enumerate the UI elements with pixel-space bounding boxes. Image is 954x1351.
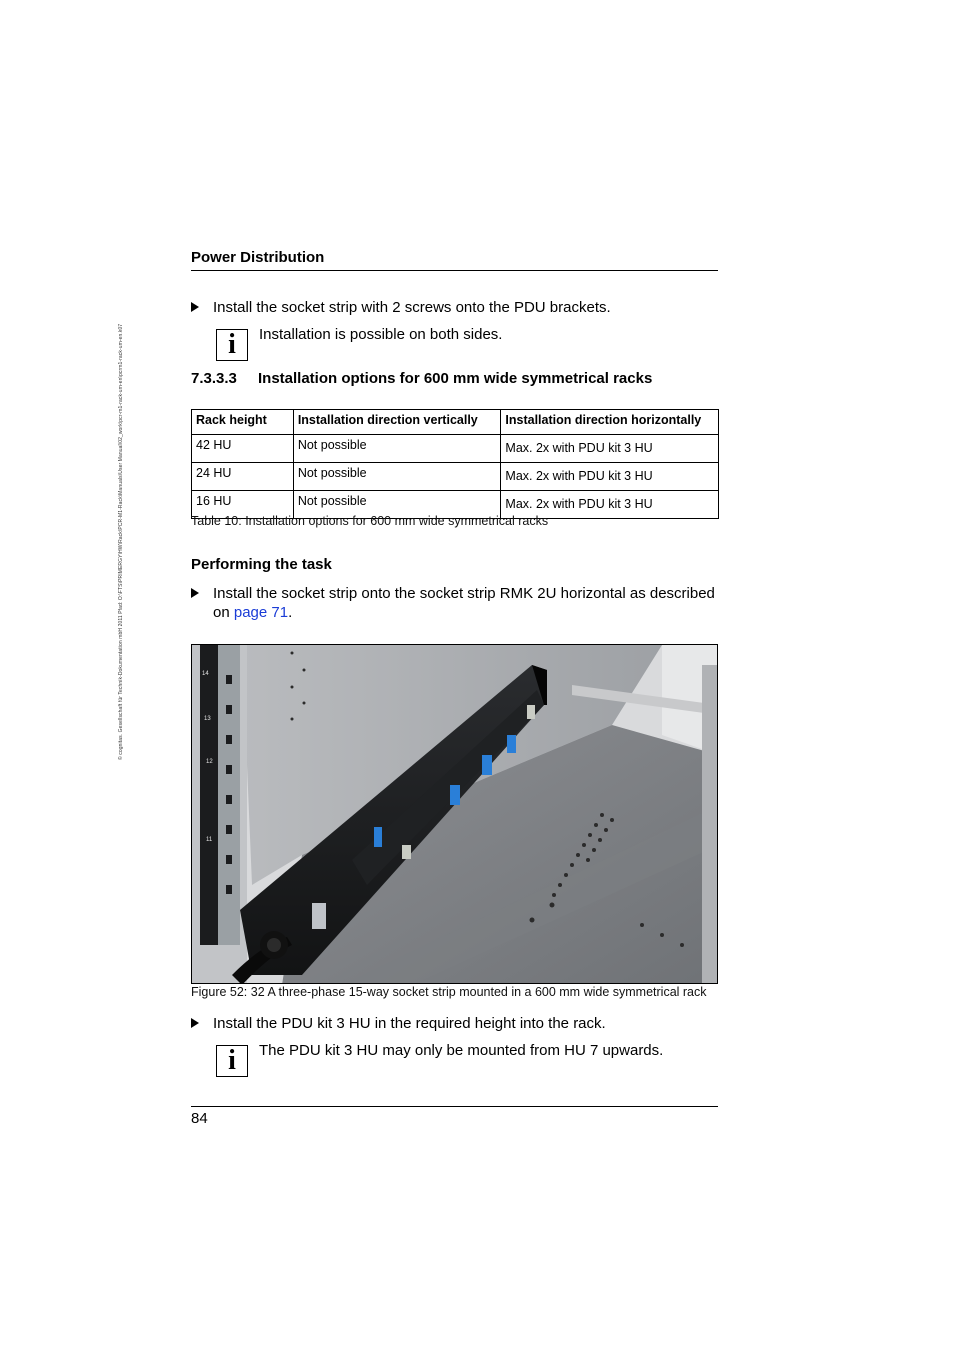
table-cell: 24 HU xyxy=(192,463,294,491)
rack-unit-label: 14 xyxy=(202,671,209,677)
document-path-sidebar: © cognitas. Gesellschaft für Technik-Dokumentation mbH 2011 Pfad: O:\FTS\PRIMERGY\HW\Rack\PCR-M1-Rack\Manuals\User Manual\02_work\pcr-m1-rack-um-en\pcrm1-rack-um-en.k07 xyxy=(118,323,124,760)
step-text: Install the PDU kit 3 HU in the required height into the rack. xyxy=(213,1015,606,1032)
table-cell: Max. 2x with PDU kit 3 HU xyxy=(501,435,719,463)
subheading: Performing the task xyxy=(191,556,332,573)
step-arrow-icon xyxy=(191,302,199,312)
page-number: 84 xyxy=(191,1110,208,1127)
page-link[interactable]: page 71 xyxy=(233,604,289,621)
step-install-horizontal xyxy=(191,584,718,624)
rack-unit-label: 13 xyxy=(204,716,211,722)
step-arrow-icon xyxy=(191,588,199,598)
installation-options-table xyxy=(191,409,719,519)
rack-photo-illustration xyxy=(192,645,718,984)
step-text xyxy=(213,584,718,622)
step-text: Install the socket strip with 2 screws onto the PDU brackets. xyxy=(213,299,611,316)
figure-caption: Figure 52: 32 A three-phase 15-way socket strip mounted in a 600 mm wide symmetrical rack xyxy=(191,985,707,999)
figure-photo-socket-strip xyxy=(191,644,718,984)
table-header-cell: Installation direction vertically xyxy=(293,410,501,435)
table-cell: Not possible xyxy=(293,491,501,519)
info-icon: i xyxy=(216,329,248,361)
step-install-pdu-kit xyxy=(191,1014,718,1034)
table-header-cell: Installation direction horizontally xyxy=(501,410,719,435)
section-number: 7.3.3.3 xyxy=(191,370,237,387)
note-text: Installation is possible on both sides. xyxy=(259,326,503,343)
note-text: The PDU kit 3 HU may only be mounted from HU 7 upwards. xyxy=(259,1042,664,1059)
table-cell: Not possible xyxy=(293,463,501,491)
step-text-part: Install the socket strip onto the socket strip RMK 2U horizontal as described on xyxy=(213,585,715,621)
section-title: Installation options for 600 mm wide symmetrical racks xyxy=(258,370,653,387)
rack-unit-label: 12 xyxy=(206,759,213,765)
table-caption: Table 10: Installation options for 600 mm wide symmetrical racks xyxy=(191,514,549,528)
table-cell: Max. 2x with PDU kit 3 HU xyxy=(501,463,719,491)
table-cell: Not possible xyxy=(293,435,501,463)
footer-rule xyxy=(191,1106,718,1107)
info-icon: i xyxy=(216,1045,248,1077)
table-cell: 16 HU xyxy=(192,491,294,519)
step-text-part: . xyxy=(288,604,293,621)
table-header-row xyxy=(192,410,719,435)
step-arrow-icon xyxy=(191,1018,199,1028)
step-install-socket-strip xyxy=(191,298,718,318)
table-cell: Max. 2x with PDU kit 3 HU xyxy=(501,491,719,519)
table-row xyxy=(192,435,719,463)
running-header-title: Power Distribution xyxy=(191,249,325,266)
table-row xyxy=(192,463,719,491)
rack-unit-label: 11 xyxy=(206,837,213,843)
table-header-cell: Rack height xyxy=(192,410,294,435)
table-cell: 42 HU xyxy=(192,435,294,463)
header-rule xyxy=(191,270,718,271)
